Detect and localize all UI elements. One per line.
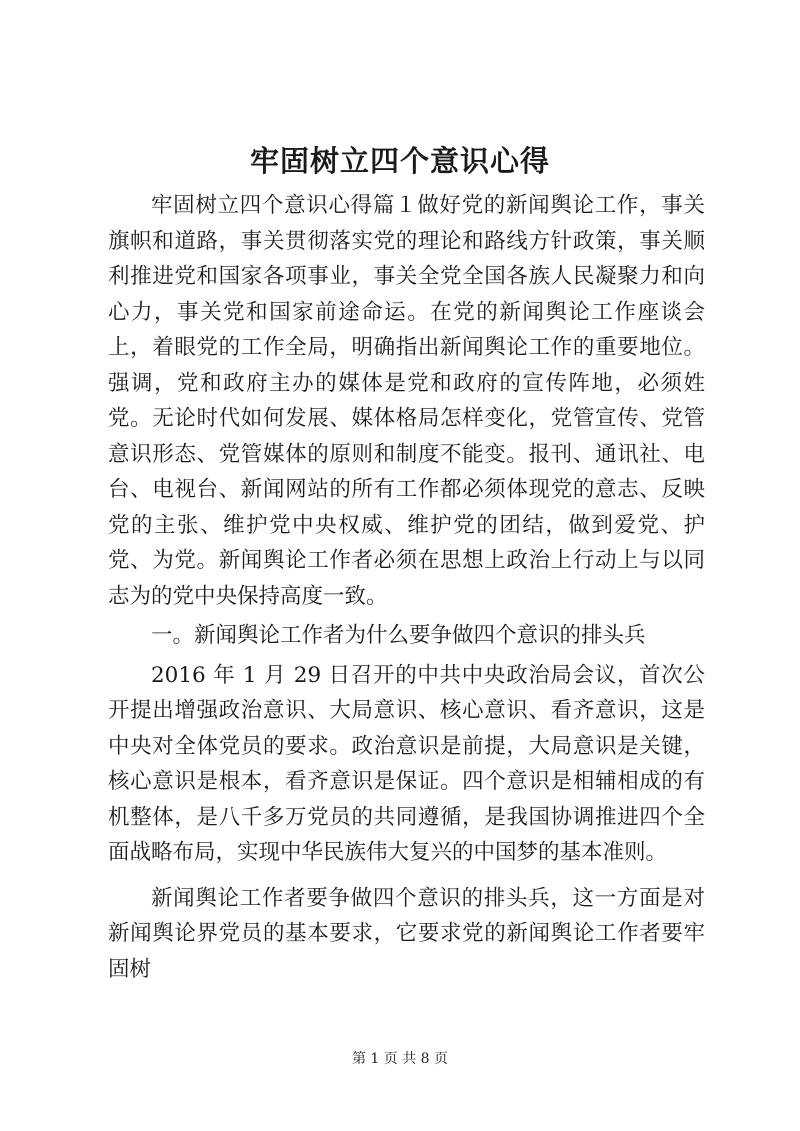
document-body <box>108 188 705 987</box>
document-title: 牢固树立四个意识心得 <box>249 144 550 178</box>
page-number-footer: 第 1 页 共 8 页 <box>351 1051 449 1067</box>
paragraph-vanguard: 新闻舆论工作者要争做四个意识的排头兵，这一方面是对新闻舆论界党员的基本要求，它要求党的新闻舆论工作者要牢固树 <box>108 885 705 982</box>
paragraph-meeting: 2016 年 1 月 29 日召开的中共中央政治局会议，首次公开提出增强政治意识、大局意识、核心意识、看齐意识，这是中央对全体党员的要求。政治意识是前提，大局意识是关键，核心意识是根本，看齐意识是保证。四个意识是相辅相成的有机整体，是八千多万党员的共同遵循，是我国协调推进四个全面战略布局，实现中华民族伟大复兴的中国梦的基本准则。 <box>108 662 705 865</box>
paragraph-intro: 牢固树立四个意识心得篇１做好党的新闻舆论工作，事关旗帜和道路，事关贯彻落实党的理论和路线方针政策，事关顺利推进党和国家各项事业，事关全党全国各族人民凝聚力和向心力，事关党和国家前途命运。在党的新闻舆论工作座谈会上，着眼党的工作全局，明确指出新闻舆论工作的重要地位。强调，党和政府主办的媒体是党和政府的宣传阵地，必须姓党。无论时代如何发展、媒体格局怎样变化，党管宣传、党管意识形态、党管媒体的原则和制度不能变。报刊、通讯社、电台、电视台、新闻网站的所有工作都必须体现党的意志、反映党的主张、维护党中央权威、维护党的团结，做到爱党、护党、为党。新闻舆论工作者必须在思想上政治上行动上与以同志为的党中央保持高度一致。 <box>108 193 705 609</box>
section-heading: 一。新闻舆论工作者为什么要争做四个意识的排头兵 <box>151 623 646 648</box>
